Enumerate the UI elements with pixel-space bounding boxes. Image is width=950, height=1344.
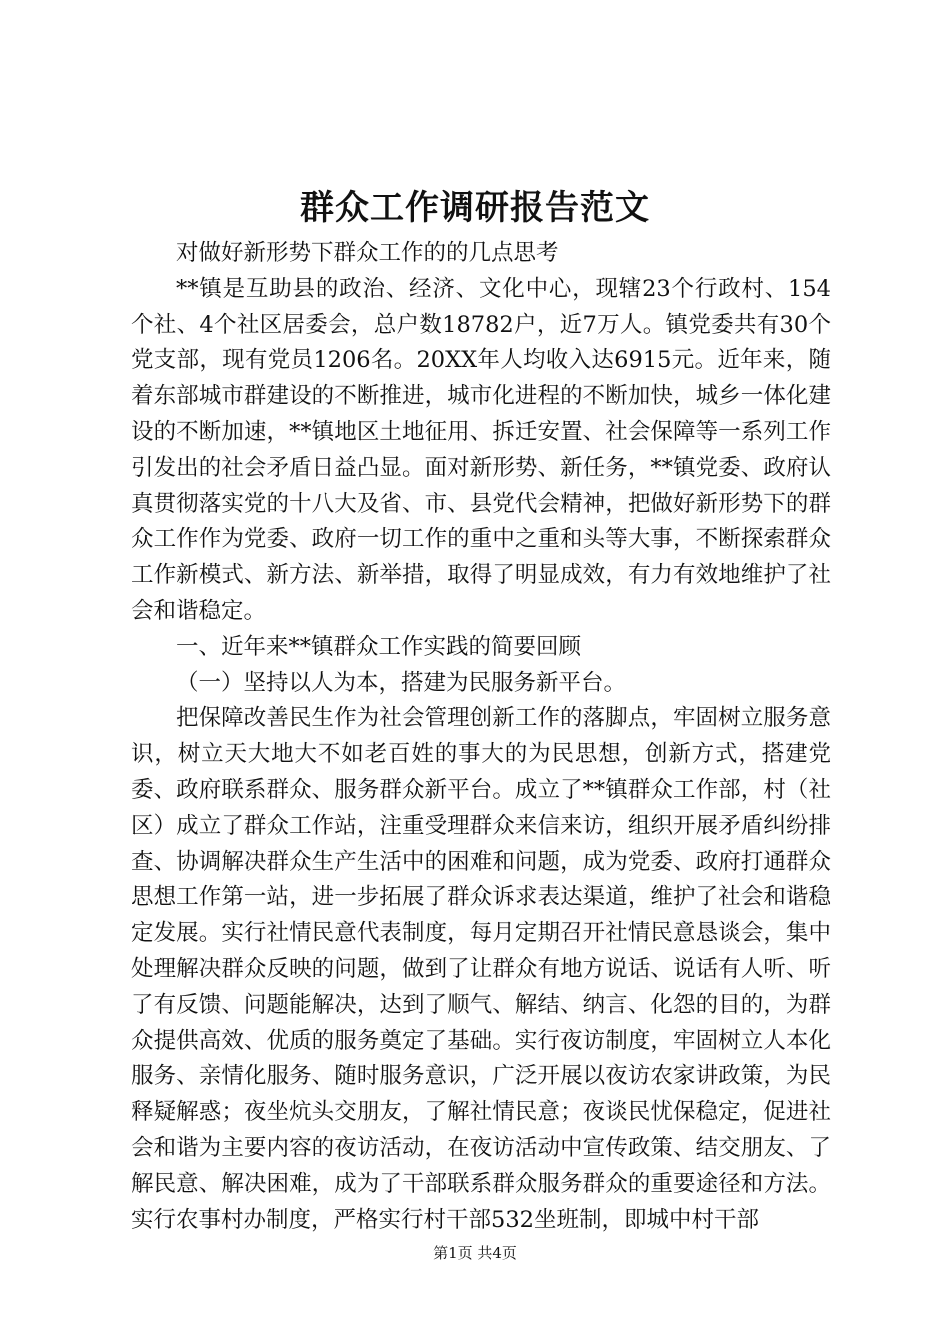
- section-heading: 一、近年来**镇群众工作实践的简要回顾: [176, 633, 582, 660]
- subsection-heading: （一）坚持以人为本，搭建为民服务新平台。: [176, 669, 627, 696]
- body-paragraph: 把保障改善民生作为社会管理创新工作的落脚点，牢固树立服务意识，树立天大地大不如老百姓的事大的为民思想，创新方式，搭建党委、政府联系群众、服务群众新平台。成立了**镇群众工作部，村（社区）成立了群众工作站，注重受理群众来信来访，组织开展矛盾纠纷排查、协调解决群众生产生活中的困难和问题，成为党委、政府打通群众思想工作第一站，进一步拓展了群众诉求表达渠道，维护了社会和谐稳定发展。实行社情民意代表制度，每月定期召开社情民意恳谈会，集中处理解决群众反映的问题，做到了让群众有地方说话、说话有人听、听了有反馈、问题能解决，达到了顺气、解结、纳言、化怨的目的，为群众提供高效、优质的服务奠定了基础。实行夜访制度，牢固树立人本化服务、亲情化服务、随时服务意识，广泛开展以夜访农家讲政策，为民释疑解惑；夜坐炕头交朋友，了解社情民意；夜谈民忧保稳定，促进社会和谐为主要内容的夜访活动，在夜访活动中宣传政策、结交朋友、了解民意、解决困难，成为了干部联系群众服务群众的重要途径和方法。实行农事村办制度，严格实行村干部532坐班制，即城中村干部: [131, 705, 831, 1233]
- document-body: [131, 236, 831, 1238]
- intro-paragraph: **镇是互助县的政治、经济、文化中心，现辖23个行政村、154个社、4个社区居委会，总户数18782户，近7万人。镇党委共有30个党支部，现有党员1206名。20XX年人均收入达6915元。近年来，随着东部城市群建设的不断推进，城市化进程的不断加快，城乡一体化建设的不断加速，**镇地区土地征用、拆迁安置、社会保障等一系列工作引发出的社会矛盾日益凸显。面对新形势、新任务，**镇党委、政府认真贯彻落实党的十八大及省、市、县党代会精神，把做好新形势下的群众工作作为党委、政府一切工作的重中之重和头等大事，不断探索群众工作新模式、新方法、新举措，取得了明显成效，有力有效地维护了社会和谐稳定。: [131, 275, 831, 624]
- document-title: 群众工作调研报告范文: [300, 188, 650, 228]
- page-footer: 第1页 共4页: [433, 1244, 517, 1262]
- subtitle-paragraph: 对做好新形势下群众工作的的几点思考: [176, 240, 559, 266]
